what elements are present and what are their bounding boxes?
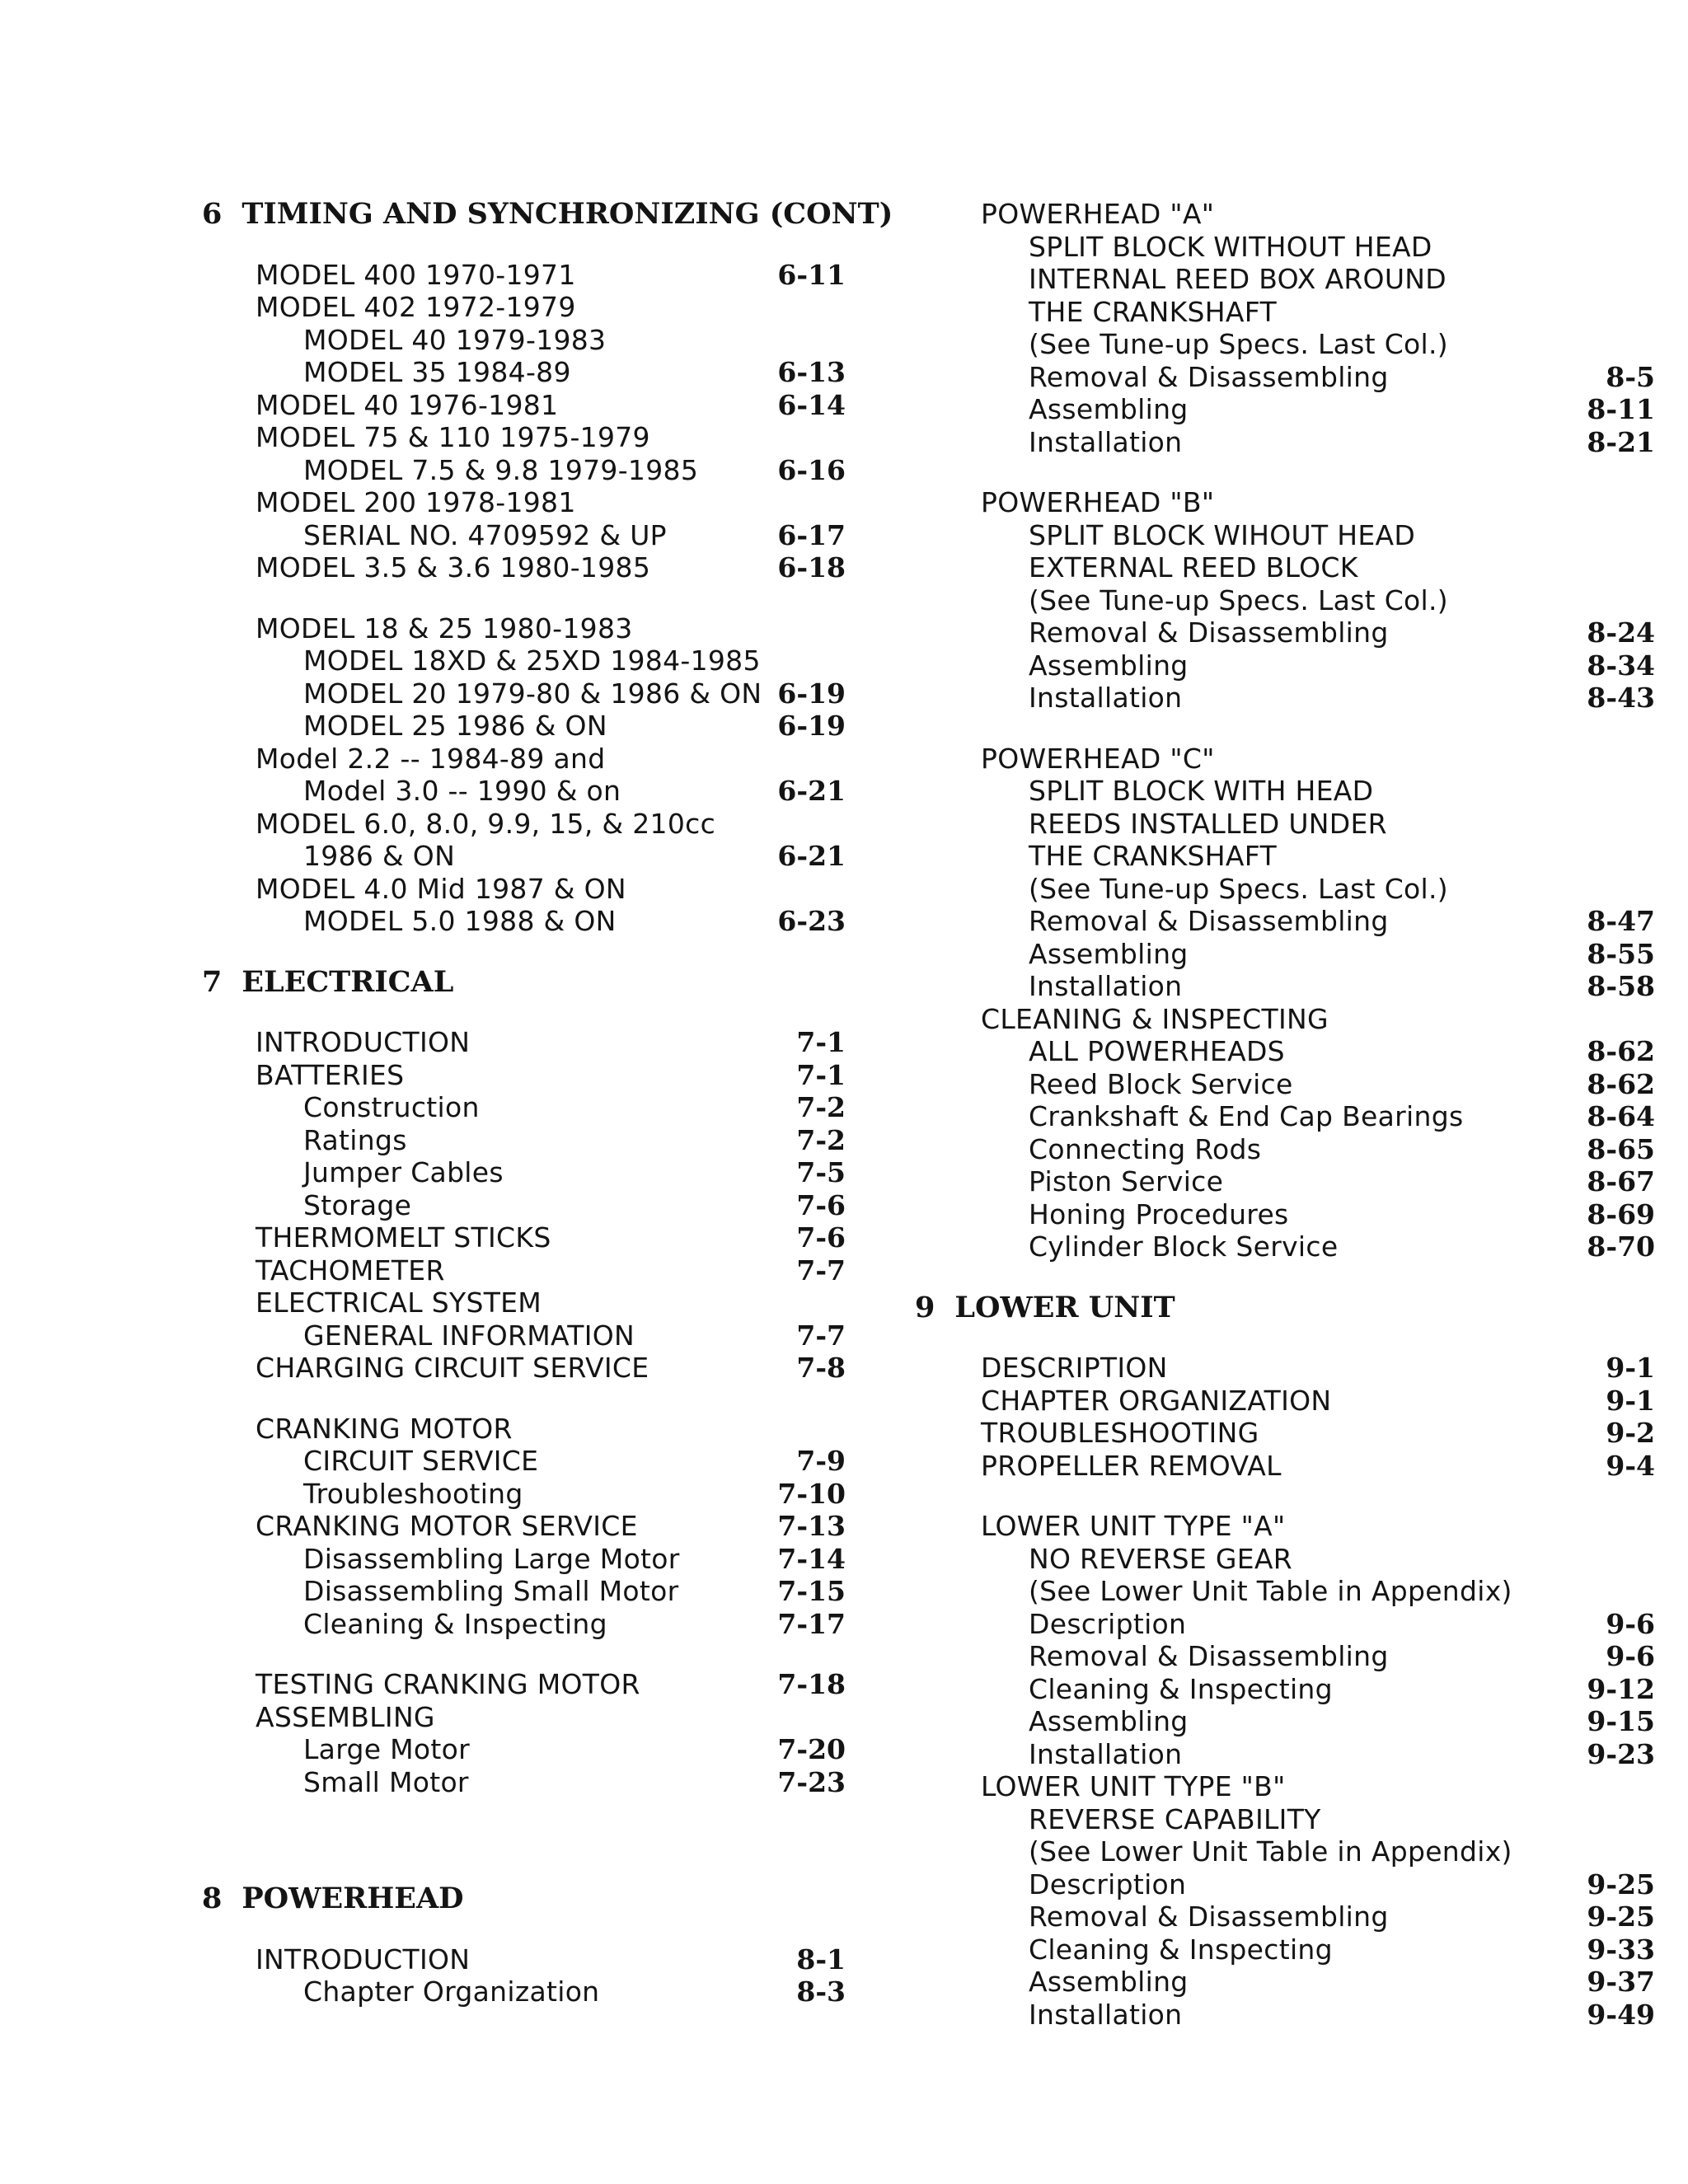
chapter-title: POWERHEAD (241, 1882, 464, 1915)
toc-page-number: 9-4 (1606, 1449, 1655, 1482)
toc-entry (915, 1640, 1688, 1673)
toc-page-number: 7-10 (777, 1477, 846, 1510)
chapter-heading-text (202, 198, 893, 231)
toc-entry-text: Description (1029, 1607, 1187, 1640)
toc-page-number: 7-13 (777, 1510, 846, 1542)
toc-entry (0, 421, 857, 454)
toc-entry (915, 1803, 1688, 1836)
toc-page-number: 7-17 (777, 1607, 846, 1640)
toc-page-number: 9-23 (1587, 1737, 1655, 1770)
toc-page-number: 8-62 (1587, 1067, 1655, 1100)
toc-entry-text: Cleaning & Inspecting (1029, 1933, 1333, 1966)
toc-page-number: 9-1 (1606, 1384, 1655, 1417)
toc-page-number: 6-11 (777, 258, 846, 291)
toc-entry-text: ASSEMBLING (256, 1700, 435, 1733)
chapter-number: 7 (202, 964, 223, 999)
toc-page-number: 9-25 (1587, 1868, 1655, 1900)
toc-page-number: 7-9 (796, 1445, 846, 1477)
toc-page-number: 6-16 (777, 453, 846, 486)
toc-entry-text: Construction (303, 1091, 480, 1123)
toc-entry (915, 1900, 1688, 1933)
toc-entry (0, 1413, 857, 1446)
toc-entry-text: MODEL 75 & 110 1975-1979 (256, 421, 650, 453)
toc-entry-text: LOWER UNIT TYPE "A" (981, 1510, 1286, 1542)
toc-entry (0, 1766, 857, 1799)
toc-page-number: 7-20 (777, 1733, 846, 1765)
toc-entry-text: INTRODUCTION (256, 1943, 471, 1975)
toc-entry-text: CHARGING CIRCUIT SERVICE (256, 1352, 649, 1384)
toc-page-number: 7-15 (777, 1575, 846, 1607)
toc-entry-text: (See Tune-up Specs. Last Col.) (1029, 583, 1448, 616)
toc-page-number: 7-18 (777, 1668, 846, 1700)
toc-entry (0, 356, 857, 389)
toc-entry (915, 1868, 1688, 1901)
toc-entry (915, 1835, 1688, 1868)
toc-entry-text: THERMOMELT STICKS (256, 1221, 551, 1254)
toc-entry-text: Description (1029, 1868, 1187, 1900)
toc-page-number: 6-18 (777, 551, 846, 583)
toc-page-number: 8-62 (1587, 1035, 1655, 1067)
toc-entry-text: Assembling (1029, 937, 1189, 970)
toc-entry (915, 938, 1688, 971)
toc-entry (915, 905, 1688, 938)
toc-entry (915, 682, 1688, 715)
toc-entry (915, 1738, 1688, 1771)
toc-entry (915, 1450, 1688, 1483)
toc-entry (915, 486, 1688, 519)
toc-page-number: 8-55 (1587, 937, 1655, 970)
toc-entry-text: (See Tune-up Specs. Last Col.) (1029, 872, 1448, 905)
toc-page-number: 9-49 (1587, 1998, 1655, 2031)
toc-entry (0, 519, 857, 552)
toc-entry (0, 612, 857, 645)
toc-entry (915, 1999, 1688, 2032)
toc-entry-text: Model 2.2 -- 1984-89 and (256, 742, 606, 775)
toc-entry-text: MODEL 20 1979-80 & 1986 & ON (303, 677, 762, 710)
toc-entry (915, 1543, 1688, 1576)
toc-entry-text: MODEL 40 1979-1983 (303, 323, 607, 356)
toc-page-number: 9-37 (1587, 1966, 1655, 1998)
toc-entry (915, 393, 1688, 426)
toc-entry-text: MODEL 6.0, 8.0, 9.9, 15, & 210cc (256, 807, 716, 840)
toc-page-number: 8-69 (1587, 1197, 1655, 1230)
toc-entry-text: TESTING CRANKING MOTOR (256, 1668, 640, 1700)
toc-page-number: 6-23 (777, 905, 846, 937)
toc-entry (0, 1189, 857, 1222)
toc-entry-text: LOWER UNIT TYPE "B" (981, 1770, 1286, 1802)
toc-entry-text: MODEL 402 1972-1979 (256, 291, 576, 323)
toc-entry-text: SPLIT BLOCK WIHOUT HEAD (1029, 518, 1416, 551)
toc-entry-text: Piston Service (1029, 1165, 1224, 1197)
toc-entry (915, 584, 1688, 617)
toc-page-number: 8-3 (796, 1975, 846, 2008)
toc-page-number: 8-43 (1587, 682, 1655, 714)
toc-page-number: 6-14 (777, 388, 846, 421)
toc-entry-text: SPLIT BLOCK WITH HEAD (1029, 775, 1374, 807)
toc-entry (0, 551, 857, 584)
toc-entry-text: MODEL 400 1970-1971 (256, 258, 576, 291)
toc-entry (915, 1003, 1688, 1036)
toc-entry-text: Cleaning & Inspecting (303, 1607, 607, 1640)
toc-entry-text: GENERAL INFORMATION (303, 1319, 635, 1352)
toc-entry (915, 1035, 1688, 1068)
toc-entry-text: POWERHEAD "B" (981, 486, 1215, 518)
toc-page-number: 8-65 (1587, 1132, 1655, 1165)
toc-page-number: 9-15 (1587, 1705, 1655, 1737)
chapter-heading-text (202, 966, 453, 999)
toc-entry (0, 291, 857, 324)
toc-entry (915, 361, 1688, 394)
toc-page-number: 8-34 (1587, 649, 1655, 682)
toc-entry-text: POWERHEAD "C" (981, 742, 1215, 775)
toc-entry-text: Removal & Disassembling (1029, 1900, 1389, 1933)
toc-entry-text: ALL POWERHEADS (1029, 1035, 1285, 1067)
toc-entry-text: THE CRANKSHAFT (1029, 295, 1277, 328)
toc-page-number: 7-1 (796, 1058, 846, 1091)
toc-entry-text: INTRODUCTION (256, 1026, 471, 1058)
toc-entry (0, 1221, 857, 1254)
toc-page-number: 8-11 (1587, 393, 1655, 425)
toc-entry (0, 324, 857, 357)
chapter-title: TIMING AND SYNCHRONIZING (CONT) (241, 197, 893, 231)
toc-entry-text: Reed Block Service (1029, 1067, 1293, 1100)
toc-entry (0, 1943, 857, 1976)
toc-entry (0, 710, 857, 743)
toc-entry-text: Assembling (1029, 1966, 1189, 1998)
toc-page-number: 7-2 (796, 1123, 846, 1156)
chapter-heading (0, 966, 857, 999)
toc-entry (0, 486, 857, 519)
toc-entry (915, 649, 1688, 682)
toc-page-number: 6-21 (777, 840, 846, 872)
toc-entry-text: Jumper Cables (303, 1156, 504, 1188)
toc-entry (0, 1575, 857, 1608)
toc-entry (0, 1608, 857, 1641)
toc-entry-text: THE CRANKSHAFT (1029, 840, 1277, 872)
toc-page-number: 9-12 (1587, 1672, 1655, 1705)
toc-entry-text: Disassembling Large Motor (303, 1542, 680, 1575)
toc-entry-text: CHAPTER ORGANIZATION (981, 1384, 1332, 1417)
toc-entry (915, 1100, 1688, 1133)
toc-entry (0, 1975, 857, 2008)
toc-entry-text: Connecting Rods (1029, 1132, 1262, 1165)
toc-page-number: 7-8 (796, 1352, 846, 1384)
toc-entry (915, 1165, 1688, 1198)
toc-entry (915, 1673, 1688, 1706)
toc-entry-text: Removal & Disassembling (1029, 1640, 1389, 1672)
toc-entry-text: REEDS INSTALLED UNDER (1029, 807, 1387, 840)
toc-entry-text: CLEANING & INSPECTING (981, 1002, 1329, 1035)
toc-entry (0, 1668, 857, 1701)
toc-page-number: 6-19 (777, 710, 846, 742)
toc-entry (0, 1156, 857, 1189)
toc-entry-text: MODEL 200 1978-1981 (256, 486, 576, 518)
toc-entry (915, 1352, 1688, 1385)
toc-entry (915, 426, 1688, 459)
toc-entry-text: NO REVERSE GEAR (1029, 1542, 1292, 1575)
toc-entry (0, 1026, 857, 1059)
toc-entry (915, 328, 1688, 361)
toc-page-number: 9-33 (1587, 1933, 1655, 1966)
toc-entry (915, 263, 1688, 296)
toc-page-number: 7-7 (796, 1319, 846, 1352)
toc-entry (0, 840, 857, 873)
toc-entry (0, 1733, 857, 1766)
toc-entry (915, 616, 1688, 649)
toc-entry (0, 644, 857, 677)
toc-page-number: 8-58 (1587, 970, 1655, 1002)
toc-page-number: 6-21 (777, 775, 846, 807)
toc-entry-text: MODEL 35 1984-89 (303, 356, 571, 388)
toc-entry (0, 808, 857, 841)
toc-entry (915, 808, 1688, 841)
toc-entry (0, 1352, 857, 1385)
toc-entry-text: Installation (1029, 682, 1183, 714)
toc-page-number: 8-1 (796, 1943, 846, 1975)
toc-entry (0, 1510, 857, 1543)
chapter-title: LOWER UNIT (954, 1290, 1175, 1324)
toc-entry (915, 970, 1688, 1003)
toc-entry-text: Troubleshooting (303, 1477, 523, 1510)
toc-page-number: 9-2 (1606, 1417, 1655, 1449)
toc-entry (915, 840, 1688, 873)
toc-entry-text: Honing Procedures (1029, 1197, 1289, 1230)
toc-entry-text: Large Motor (303, 1733, 470, 1765)
toc-entry-text: MODEL 4.0 Mid 1987 & ON (256, 872, 626, 905)
toc-entry (0, 1445, 857, 1478)
toc-entry (915, 551, 1688, 584)
toc-entry-text: INTERNAL REED BOX AROUND (1029, 263, 1447, 295)
toc-page-number: 8-47 (1587, 905, 1655, 937)
toc-page-number: 8-64 (1587, 1100, 1655, 1132)
toc-page-number: 8-24 (1587, 616, 1655, 649)
chapter-heading-text (915, 1291, 1175, 1324)
toc-entry (915, 198, 1688, 231)
toc-entry-text: Chapter Organization (303, 1975, 600, 2008)
toc-page-number: 8-5 (1606, 360, 1655, 393)
chapter-title: ELECTRICAL (241, 964, 454, 999)
toc-entry-text: MODEL 40 1976-1981 (256, 388, 559, 421)
toc-page-number: 8-21 (1587, 425, 1655, 458)
toc-entry-text: POWERHEAD "A" (981, 198, 1215, 230)
toc-page-number: 7-6 (796, 1188, 846, 1221)
toc-entry-text: MODEL 18 & 25 1980-1983 (256, 612, 633, 644)
toc-entry-text: MODEL 7.5 & 9.8 1979-1985 (303, 453, 699, 486)
toc-entry (0, 677, 857, 710)
toc-page-number: 7-6 (796, 1221, 846, 1254)
toc-entry (0, 1124, 857, 1157)
toc-entry (915, 1230, 1688, 1263)
chapter-number: 9 (915, 1290, 935, 1324)
toc-entry (915, 1575, 1688, 1608)
toc-entry (915, 1417, 1688, 1450)
toc-entry (915, 1608, 1688, 1641)
toc-entry-text: Removal & Disassembling (1029, 360, 1389, 393)
toc-entry (0, 1286, 857, 1319)
toc-entry (915, 1133, 1688, 1166)
toc-entry-text: (See Lower Unit Table in Appendix) (1029, 1835, 1512, 1868)
toc-entry-text: Disassembling Small Motor (303, 1575, 679, 1607)
toc-page-number: 7-1 (796, 1026, 846, 1058)
toc-page-number: 6-19 (777, 677, 846, 710)
toc-entry-text: SPLIT BLOCK WITHOUT HEAD (1029, 230, 1432, 263)
toc-entry (0, 389, 857, 422)
toc-page-number: 9-25 (1587, 1900, 1655, 1933)
toc-entry (915, 519, 1688, 552)
toc-entry (0, 775, 857, 808)
toc-page-number: 7-7 (796, 1254, 846, 1286)
toc-page-number: 8-70 (1587, 1230, 1655, 1263)
toc-entry-text: BATTERIES (256, 1058, 405, 1091)
toc-page-number: 8-67 (1587, 1165, 1655, 1197)
toc-entry-text: Removal & Disassembling (1029, 905, 1389, 937)
toc-entry-text: EXTERNAL REED BLOCK (1029, 551, 1358, 583)
toc-entry (0, 1091, 857, 1124)
toc-entry-text: ELECTRICAL SYSTEM (256, 1286, 542, 1319)
toc-entry (0, 743, 857, 776)
toc-entry-text: CIRCUIT SERVICE (303, 1445, 539, 1477)
toc-entry-text: Cylinder Block Service (1029, 1230, 1339, 1263)
toc-entry (0, 905, 857, 938)
toc-entry-text: Assembling (1029, 393, 1189, 425)
toc-entry (915, 1068, 1688, 1101)
toc-entry-text: TROUBLESHOOTING (981, 1417, 1259, 1449)
toc-entry (915, 1705, 1688, 1738)
toc-entry-text: MODEL 3.5 & 3.6 1980-1985 (256, 551, 651, 583)
toc-entry (0, 454, 857, 487)
chapter-number: 8 (202, 1882, 223, 1915)
toc-entry-text: PROPELLER REMOVAL (981, 1449, 1282, 1482)
toc-entry (915, 1933, 1688, 1966)
toc-entry (915, 775, 1688, 808)
toc-entry (915, 873, 1688, 906)
toc-page-number: 7-14 (777, 1542, 846, 1575)
toc-entry-text: SERIAL NO. 4709592 & UP (303, 518, 667, 551)
toc-entry-text: DESCRIPTION (981, 1352, 1168, 1384)
toc-entry (915, 231, 1688, 264)
chapter-heading-text (202, 1882, 464, 1915)
toc-entry-text: MODEL 5.0 1988 & ON (303, 905, 617, 937)
toc-entry-text: Installation (1029, 1737, 1183, 1770)
toc-entry (0, 1254, 857, 1287)
toc-entry (915, 1510, 1688, 1543)
toc-entry-text: TACHOMETER (256, 1254, 445, 1286)
toc-entry (915, 743, 1688, 776)
chapter-number: 6 (202, 197, 223, 231)
toc-entry (0, 259, 857, 292)
toc-entry (0, 1059, 857, 1092)
toc-page-number: 9-6 (1606, 1640, 1655, 1672)
toc-page-number: 7-23 (777, 1765, 846, 1798)
toc-entry-text: CRANKING MOTOR (256, 1412, 513, 1445)
toc-entry-text: Installation (1029, 425, 1183, 458)
toc-entry (0, 1478, 857, 1511)
toc-entry-text: Ratings (303, 1123, 407, 1156)
toc-entry (0, 1543, 857, 1576)
toc-entry-text: (See Lower Unit Table in Appendix) (1029, 1575, 1512, 1607)
toc-entry-text: Removal & Disassembling (1029, 616, 1389, 649)
toc-page-number: 6-13 (777, 356, 846, 388)
toc-entry-text: Crankshaft & End Cap Bearings (1029, 1100, 1464, 1132)
chapter-heading (0, 197, 893, 231)
toc-entry-text: Assembling (1029, 649, 1189, 682)
chapter-heading (915, 1291, 1688, 1324)
toc-entry-text: Installation (1029, 970, 1183, 1002)
toc-entry-text: Cleaning & Inspecting (1029, 1672, 1333, 1705)
toc-entry-text: Small Motor (303, 1765, 469, 1798)
toc-page-number: 6-17 (777, 518, 846, 551)
toc-page-number: 9-6 (1606, 1607, 1655, 1640)
toc-entry-text: Storage (303, 1188, 412, 1221)
toc-entry (0, 1319, 857, 1352)
toc-entry (915, 296, 1688, 329)
toc-entry (915, 1385, 1688, 1418)
toc-entry (0, 1701, 857, 1734)
chapter-heading (0, 1882, 857, 1915)
toc-entry (915, 1198, 1688, 1231)
toc-entry (0, 873, 857, 906)
toc-page-number: 9-1 (1606, 1352, 1655, 1384)
toc-page-number: 7-5 (796, 1156, 846, 1188)
toc-entry-text: MODEL 18XD & 25XD 1984-1985 (303, 644, 761, 677)
toc-entry (915, 1770, 1688, 1803)
toc-entry-text: (See Tune-up Specs. Last Col.) (1029, 328, 1448, 360)
toc-entry-text: Installation (1029, 1998, 1183, 2031)
toc-entry-text: 1986 & ON (303, 840, 456, 872)
toc-entry (915, 1966, 1688, 1999)
toc-entry-text: CRANKING MOTOR SERVICE (256, 1510, 638, 1542)
toc-entry-text: REVERSE CAPABILITY (1029, 1802, 1321, 1835)
toc-entry-text: MODEL 25 1986 & ON (303, 710, 607, 742)
toc-entry-text: Model 3.0 -- 1990 & on (303, 775, 621, 807)
toc-page-number: 7-2 (796, 1091, 846, 1123)
toc-entry-text: Assembling (1029, 1705, 1189, 1737)
